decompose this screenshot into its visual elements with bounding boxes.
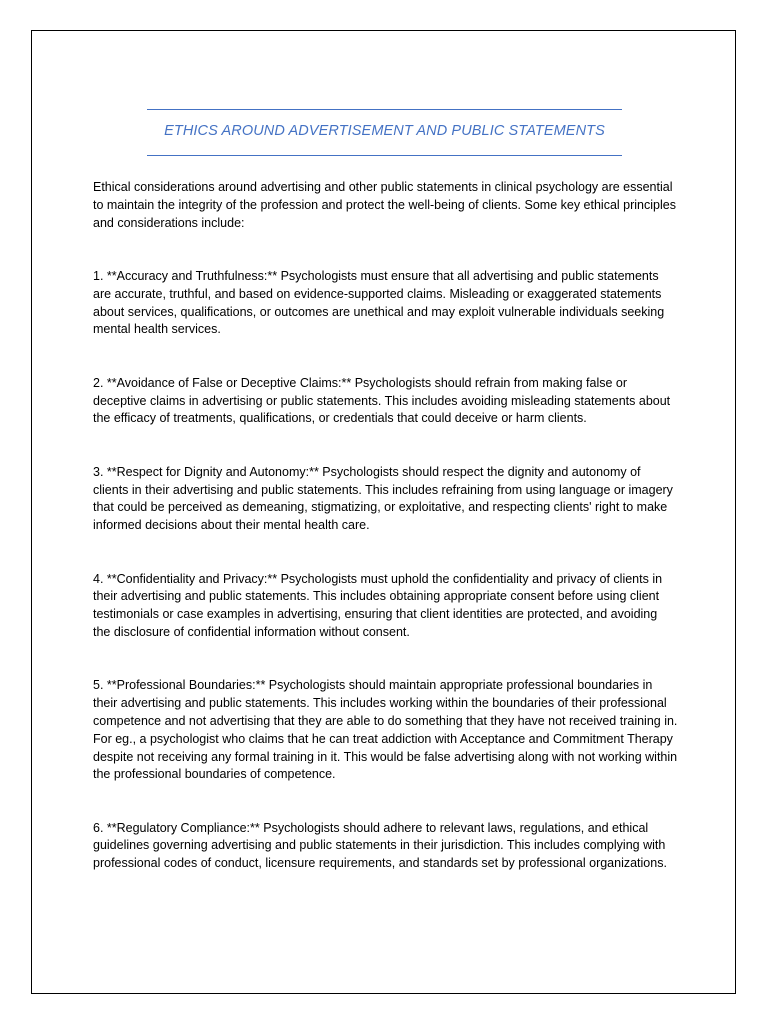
intro-paragraph: Ethical considerations around advertising and other public statements in clinical psychology are essential to maintain the integrity of the profession and protect the well-being of clients. Some key ethical principles and considerations include: <box>93 180 676 230</box>
principle-paragraph-3: 3. **Respect for Dignity and Autonomy:** Psychologists should respect the dignity and autonomy of clients in their advertising and public statements. This includes refraining from using language or imagery that could be perceived as demeaning, stigmatizing, or exploitative, and respecting clients' right to make informed decisions about their mental health care. <box>93 464 673 533</box>
principle-paragraph-2: 2. **Avoidance of False or Deceptive Claims:** Psychologists should refrain from making false or deceptive claims in advertising or public statements. This includes avoiding misleading statements about the efficacy of treatments, qualifications, or credentials that could deceive or harm clients. <box>93 375 671 426</box>
title-block <box>147 109 622 156</box>
principle-paragraph-5: 5. **Professional Boundaries:** Psychologists should maintain appropriate professional boundaries in their advertising and public statements. This includes working within the boundaries of their professional competence and not advertising that they are able to do something that they have not received training in. For eg., a psychologist who claims that he can treat addiction with Acceptance and Commitment Therapy despite not receiving any formal training in it. This would be false advertising along with not working within the professional boundaries of competence. <box>93 678 678 782</box>
document-body <box>93 179 678 909</box>
title-bottom-rule <box>147 155 622 156</box>
title-top-rule <box>147 109 622 110</box>
principle-paragraph-6: 6. **Regulatory Compliance:** Psychologists should adhere to relevant laws, regulations, and ethical guidelines governing advertising and public statements in their jurisdiction. This includes complying with professional codes of conduct, licensure requirements, and standards set by professional organizations. <box>93 820 667 871</box>
document-title: ETHICS AROUND ADVERTISEMENT AND PUBLIC STATEMENTS <box>164 123 605 139</box>
document-page <box>31 30 736 994</box>
principle-paragraph-4: 4. **Confidentiality and Privacy:** Psychologists must uphold the confidentiality and privacy of clients in their advertising and public statements. This includes obtaining appropriate consent before using client testimonials or case examples in advertising, ensuring that client identities are protected, and avoiding the disclosure of confidential information without consent. <box>93 571 663 639</box>
principle-paragraph-1: 1. **Accuracy and Truthfulness:** Psychologists must ensure that all advertising and public statements are accurate, truthful, and based on evidence-supported claims. Misleading or exaggerated statements about services, qualifications, or outcomes are unethical and may exploit vulnerable individuals seeking mental health services. <box>93 268 665 337</box>
